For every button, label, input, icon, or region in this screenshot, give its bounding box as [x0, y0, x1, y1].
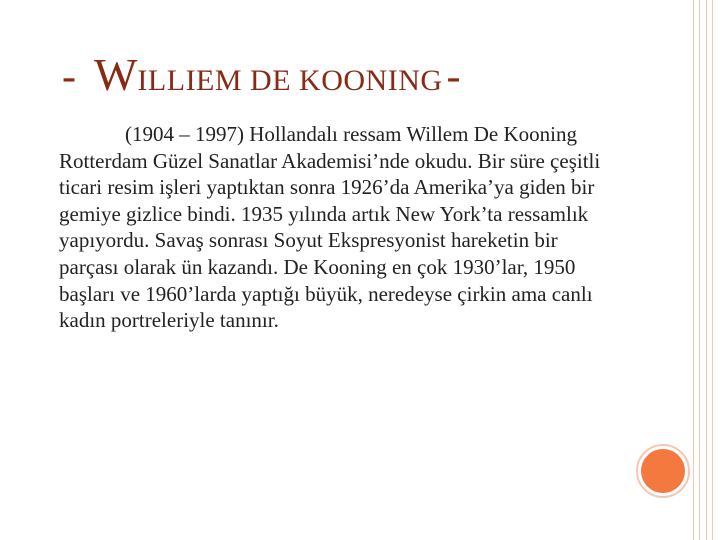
paragraph-line: parçası olarak ün kazandı. De Kooning en çok 1930’lar, 1950 — [59, 254, 576, 279]
title-initial: W — [94, 49, 138, 100]
paragraph-line: Rotterdam Güzel Sanatlar Akademisi’nde okudu. Bir süre çeşitli — [59, 148, 601, 173]
title-dash-left: - — [62, 54, 76, 100]
slide-title — [62, 49, 461, 108]
paragraph-line: (1904 – 1997) Hollandalı ressam Willem De Kooning — [125, 122, 577, 146]
paragraph-line: yapıyordu. Savaş sonrası Soyut Ekspresyonist hareketin bir — [59, 228, 558, 253]
paragraph-line: ticari resim işleri yaptıktan sonra 1926’da Amerika’ya giden bir — [59, 175, 595, 200]
body-paragraph — [59, 121, 679, 334]
title-rest: ILLIEM DE KOONING — [137, 64, 443, 97]
frame-line — [706, 0, 707, 540]
frame-line — [712, 0, 713, 540]
paragraph-line: gemiye gizlice bindi. 1935 yılında artık New York’ta ressamlık — [59, 201, 589, 226]
title-dash-right: - — [446, 54, 461, 100]
frame-line — [699, 0, 700, 540]
decorative-circle — [641, 449, 685, 493]
frame-line — [693, 0, 694, 540]
paragraph-line: kadın portreleriyle tanınır. — [59, 308, 279, 333]
paragraph-line: başları ve 1960’larda yaptığı büyük, neredeyse çirkin ama canlı — [59, 281, 593, 306]
